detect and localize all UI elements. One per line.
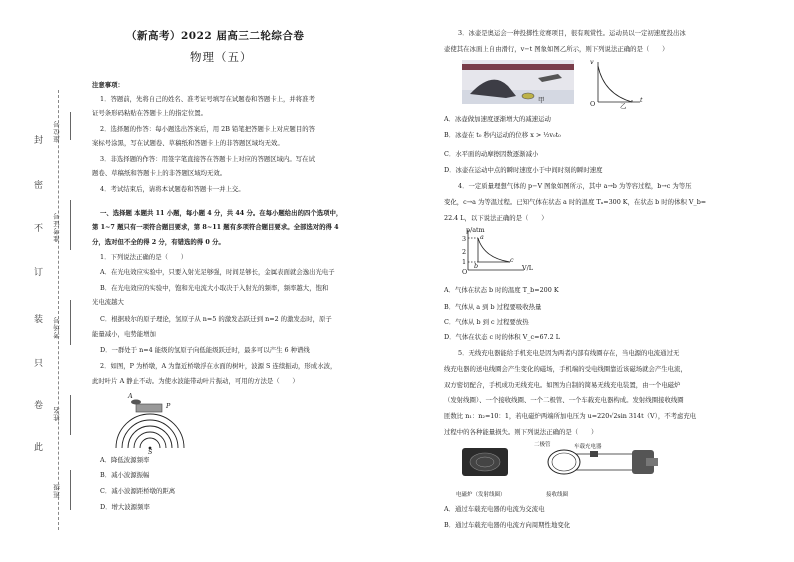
- q4-option: A．气体在状态 b 时的温度 T_b=200 K: [444, 286, 559, 294]
- q4-option: C．气体从 b 到 c 过程要放热: [444, 318, 529, 326]
- cut-line: [58, 90, 59, 530]
- q5-stem: 线充电器的送电线圈会产生变化的磁场，手机端的受电线圈靠近该磁场就会产生电流，: [444, 365, 687, 373]
- q1-option: B．在光电效应的实验中，饱和光电流大小取决于入射光的频率，频率越大，饱和: [100, 284, 329, 292]
- q5-option: A．通过车载充电器的电流为交流电: [444, 505, 545, 513]
- notice-heading: 注意事项：: [92, 81, 124, 89]
- fig-label: v: [590, 58, 594, 66]
- fig-label: P: [166, 402, 171, 410]
- fig-label: 1: [462, 258, 467, 266]
- q4-stem: 变化，c→a 为等温过程。已知气体在状态 a 时的温度 Tₐ=300 K，在状态 b 时的体积 V_b=: [444, 198, 707, 206]
- binding-margin: [0, 0, 80, 562]
- fig-label: S: [148, 448, 153, 456]
- margin-char: 只: [34, 359, 44, 369]
- section-instructions: 分，选对但不全的得 2 分，有错选的得 0 分。: [92, 238, 225, 246]
- fig-label: A: [128, 392, 133, 400]
- q2-option: D．增大波源频率: [100, 503, 150, 511]
- paper-subtitle: 物理（五）: [190, 50, 253, 64]
- margin-char: 订: [34, 268, 44, 278]
- margin-char: 此: [34, 443, 44, 453]
- margin-char: 封: [34, 136, 44, 146]
- seat-number-label: 座位号: [53, 120, 61, 143]
- exam-room-label: 考场号: [53, 316, 61, 339]
- margin-char: 装: [34, 315, 44, 325]
- q5-option: B．通过车载充电器的电流方向周期性地变化: [444, 521, 571, 529]
- fill-line: [70, 300, 71, 345]
- q5-stem: 匝数比 n₁：n₂=10：1，若电磁炉两端所加电压为 u=220√2sin 314t（V），不考虑充电: [444, 412, 697, 420]
- admission-number-label: 准考证号: [53, 212, 61, 242]
- fig-label: 3: [462, 235, 467, 243]
- q3-option: B．冰壶在 t₀ 秒内运动的位移 x > ½v₀t₀: [444, 131, 561, 139]
- notice-line: 证号条形码粘贴在答题卡上的指定位置。: [92, 109, 208, 117]
- q3-vt-graph: [592, 58, 644, 108]
- q2-option: B．减小波源振幅: [100, 471, 150, 479]
- paper-title: （新高考）2022 届高三二轮综合卷: [126, 30, 305, 42]
- fig-label: 2: [462, 248, 467, 256]
- fig-label: 乙: [620, 102, 627, 110]
- notice-line: 题卷、草稿纸和答题卡上的非答题区域均无效。: [92, 169, 227, 177]
- receiving-coil-shape: [548, 450, 580, 474]
- fig-label: c: [510, 256, 514, 264]
- fill-line: [70, 470, 71, 510]
- fig-label: a: [480, 233, 484, 241]
- pier-shape: [136, 404, 162, 412]
- fig-label: V/L: [522, 264, 534, 272]
- notice-line: 2．选择题的作答：每小题选出答案后，用 2B 铅笔把答题卡上对应题目的答: [100, 125, 315, 133]
- q5-stem: 双方密切配合，手机成功无线充电。如图为自制的简易无线充电装置，由一个电磁炉: [444, 381, 681, 389]
- q5-stem: 5．无线充电器能给手机充电是因为两者内部有线圈存在，当电源的电流通过无: [458, 349, 680, 357]
- section-instructions: 一、选择题 本题共 11 小题，每小题 4 分，共 44 分。在每小题给出的四个选项中，: [100, 209, 343, 217]
- q3-stem: 壶使其在冰面上自由滑行，v−t 图象如图乙所示，则下列说法正确的是（ ）: [444, 45, 669, 53]
- q5-stem: 过程中的各种能量损失。则下列说法正确的是（ ）: [444, 428, 598, 436]
- diode-shape: [590, 451, 598, 457]
- q1-stem: 1．下列说法正确的是（ ）: [100, 253, 188, 261]
- fig-label: t: [640, 96, 643, 104]
- notice-line: 1．答题前，先将自己的姓名、准考证号填写在试题卷和答题卡上，并将准考: [100, 95, 315, 103]
- margin-char: 密: [34, 181, 44, 191]
- q4-option: B．气体从 a 到 b 过程要吸收热量: [444, 303, 542, 311]
- q3-option: D．冰壶在运动中点的瞬时速度小于中间时刻的瞬时速度: [444, 166, 603, 174]
- q3-option: A．冰壶做加速度逐渐增大的减速运动: [444, 115, 551, 123]
- fill-line: [70, 112, 71, 140]
- section-instructions: 第 1~7 题只有一项符合题目要求，第 8~11 题有多项符合题目要求。全部选对的得 4: [92, 223, 339, 231]
- q1-option: 能量减小，电势能增加: [92, 330, 156, 338]
- margin-char: 卷: [34, 401, 44, 411]
- margin-char: 不: [34, 224, 44, 234]
- q1-option: A．在光电效应实验中，只要入射光足够强，时间足够长，金属表面就会逸出光电子: [100, 268, 335, 276]
- notice-line: 案标号涂黑，写在试题卷、草稿纸和答题卡上的非答题区域均无效。: [92, 139, 284, 147]
- q1-option: D．一群处于 n=4 能级的氢原子向低能级跃迁时，最多可以产生 6 种谱线: [100, 346, 310, 354]
- q4-option: D．气体在状态 c 时的体积 V_c=67.2 L: [444, 333, 560, 341]
- fig-label: 车载充电器: [574, 444, 602, 450]
- q5-stem: （发射线圈）、一个接收线圈、一个二极管、一个车载充电器构成。发射线圈接收线圈: [444, 396, 684, 404]
- notice-line: 4．考试结束后，请将本试题卷和答题卡一并上交。: [100, 185, 245, 193]
- q3-curling-photo: [462, 60, 574, 104]
- fig-label: 二极管: [534, 442, 551, 448]
- class-label: 班级: [53, 483, 61, 498]
- q3-option: C．水平面的动摩擦因数逐渐减小: [444, 150, 539, 158]
- fig-label: b: [474, 262, 479, 270]
- q1-option: 光电流越大: [92, 298, 124, 306]
- fill-line: [70, 200, 71, 250]
- fig-label: 甲: [538, 96, 545, 104]
- q2-option: C．减小波源距桥墩的距离: [100, 487, 176, 495]
- q4-stem: 22.4 L，以下说法正确的是（ ）: [444, 214, 548, 222]
- q2-wave-figure: [110, 390, 190, 454]
- fig-label: 电磁炉（发射线圈）: [456, 492, 506, 498]
- q5-wireless-charging-figure: [462, 440, 662, 490]
- fig-label: O: [462, 268, 468, 276]
- q2-stem: 2．如图，P 为桥墩，A 为靠近桥墩浮在水面的树叶，波源 S 连续振动，形成水波，: [100, 362, 337, 370]
- notice-line: 3．非选择题的作答：用签字笔直接答在答题卡上对应的答题区域内。写在试: [100, 155, 315, 163]
- q2-option: A．降低波源频率: [100, 456, 150, 464]
- q4-stem: 4．一定质量理想气体的 p−V 图象如图所示，其中 a→b 为等容过程，b→c 为等压: [458, 182, 692, 190]
- name-label: 姓名: [53, 406, 61, 421]
- fig-label: 接收线圈: [546, 492, 569, 498]
- q2-stem: 此时叶片 A 静止不动。为使水波能带动叶片振动，可用的方法是（ ）: [92, 377, 299, 385]
- q3-stem: 3．冰壶是奥运会一种投掷性竞赛项目，很有观赏性。运动员以一定初速度投出冰: [458, 29, 686, 37]
- leaf-shape: [131, 400, 141, 405]
- fig-label: O: [590, 100, 596, 108]
- q1-option: C．根据玻尔的原子理论，氢原子从 n=5 的激发态跃迁到 n=2 的激发态时，原子: [100, 315, 332, 323]
- fig-label: p/atm: [466, 226, 485, 234]
- fill-line: [70, 395, 71, 435]
